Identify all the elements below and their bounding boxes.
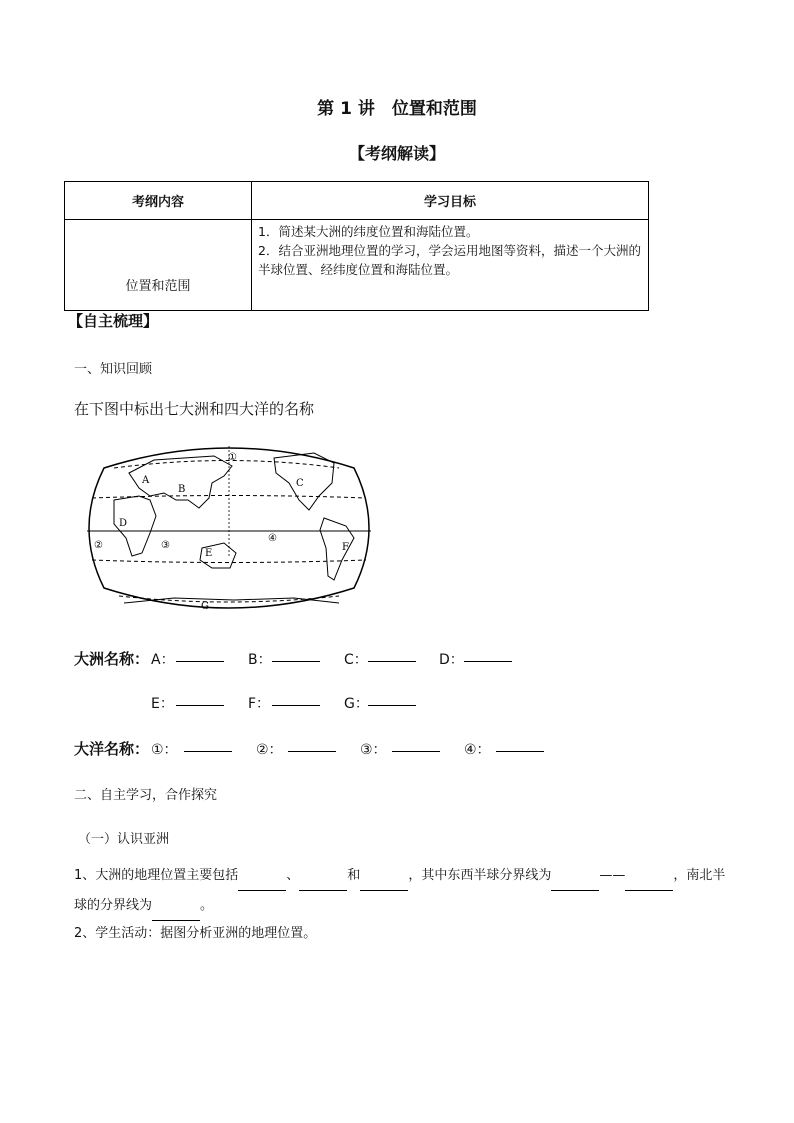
q1-text: 1、大洲的地理位置主要包括 — [74, 868, 239, 883]
table-cell-goals — [252, 220, 649, 311]
continent-prefix: 大洲名称： — [74, 650, 150, 668]
world-map — [84, 438, 374, 616]
continent-c-blank[interactable] — [368, 645, 416, 662]
map-label-d: D — [119, 518, 128, 529]
map-label-a: A — [142, 475, 150, 486]
continent-g-blank[interactable] — [368, 689, 416, 706]
continent-d-label: D： — [439, 652, 464, 668]
question-2: 2、学生活动：据图分析亚洲的地理位置。 — [74, 926, 317, 941]
ocean-4-label: ④： — [464, 742, 491, 758]
syllabus-table — [64, 181, 649, 311]
continent-row-1 — [74, 648, 149, 669]
q1-blank-4[interactable] — [551, 874, 599, 891]
table-header-row — [65, 182, 649, 220]
continent-b-label: B： — [248, 652, 272, 668]
ocean-3-blank[interactable] — [392, 735, 440, 752]
ocean-2-blank[interactable] — [288, 735, 336, 752]
table-cell-content: 位置和范围 — [65, 220, 252, 311]
goal-item: 1．简述某大洲的纬度位置和海陆位置。 — [258, 224, 479, 239]
map-label-ocean-1: ① — [228, 452, 237, 463]
map-label-g: G — [201, 601, 209, 612]
page-title: 第 1 讲 位置和范围 — [317, 99, 477, 119]
q1-dash: —— — [599, 868, 626, 883]
q1-blank-3[interactable] — [360, 874, 408, 891]
goal-item: 2．结合亚洲地理位置的学习，学会运用地图等资料，描述一个大洲的半球位置、经纬度位置和海陆位置。 — [258, 243, 641, 277]
map-label-ocean-4: ④ — [268, 533, 277, 544]
ocean-row — [74, 738, 149, 759]
q1-blank-5[interactable] — [625, 874, 673, 891]
continent-f-label: F： — [248, 696, 271, 712]
continent-c-label: C： — [344, 652, 368, 668]
q1-blank-6[interactable] — [152, 904, 200, 921]
map-label-ocean-3: ③ — [161, 540, 170, 551]
table-header: 考纲内容 — [65, 182, 252, 220]
ocean-1-blank[interactable] — [184, 735, 232, 752]
map-label-b: B — [178, 484, 186, 495]
ocean-2-label: ②： — [256, 742, 283, 758]
continent-a-label: A： — [151, 652, 175, 668]
sub1-heading: （一）认识亚洲 — [78, 832, 170, 847]
continent-a-blank[interactable] — [176, 645, 224, 662]
continent-d-blank[interactable] — [464, 645, 512, 662]
table-row — [65, 220, 649, 311]
continent-e-label: E： — [151, 696, 174, 712]
part2-heading: 二、自主学习，合作探究 — [74, 788, 218, 803]
section-title: 【自主梳理】 — [68, 312, 159, 330]
q1-sep: 和 — [347, 868, 361, 883]
section-subtitle: 【考纲解读】 — [348, 144, 445, 163]
map-label-ocean-2: ② — [94, 540, 103, 551]
ocean-3-label: ③： — [360, 742, 387, 758]
ocean-4-blank[interactable] — [496, 735, 544, 752]
ocean-1-label: ①： — [151, 742, 178, 758]
continent-g-label: G： — [344, 696, 369, 712]
task-instruction: 在下图中标出七大洲和四大洋的名称 — [74, 400, 315, 418]
question-1 — [74, 861, 734, 921]
q1-text: 。 — [200, 898, 214, 913]
map-label-f: F — [342, 542, 349, 553]
map-label-c: C — [296, 478, 304, 489]
table-header: 学习目标 — [252, 182, 649, 220]
ocean-prefix: 大洋名称： — [74, 740, 150, 758]
q1-text: ，南北半球的分界线为 — [74, 868, 726, 913]
continent-f-blank[interactable] — [272, 689, 320, 706]
q1-text: ，其中东西半球分界线为 — [408, 868, 552, 883]
part1-heading: 一、知识回顾 — [74, 362, 153, 377]
q1-blank-2[interactable] — [299, 874, 347, 891]
q1-blank-1[interactable] — [238, 874, 286, 891]
map-label-e: E — [205, 548, 213, 559]
q1-sep: 、 — [286, 868, 300, 883]
continent-b-blank[interactable] — [272, 645, 320, 662]
continent-e-blank[interactable] — [176, 689, 224, 706]
